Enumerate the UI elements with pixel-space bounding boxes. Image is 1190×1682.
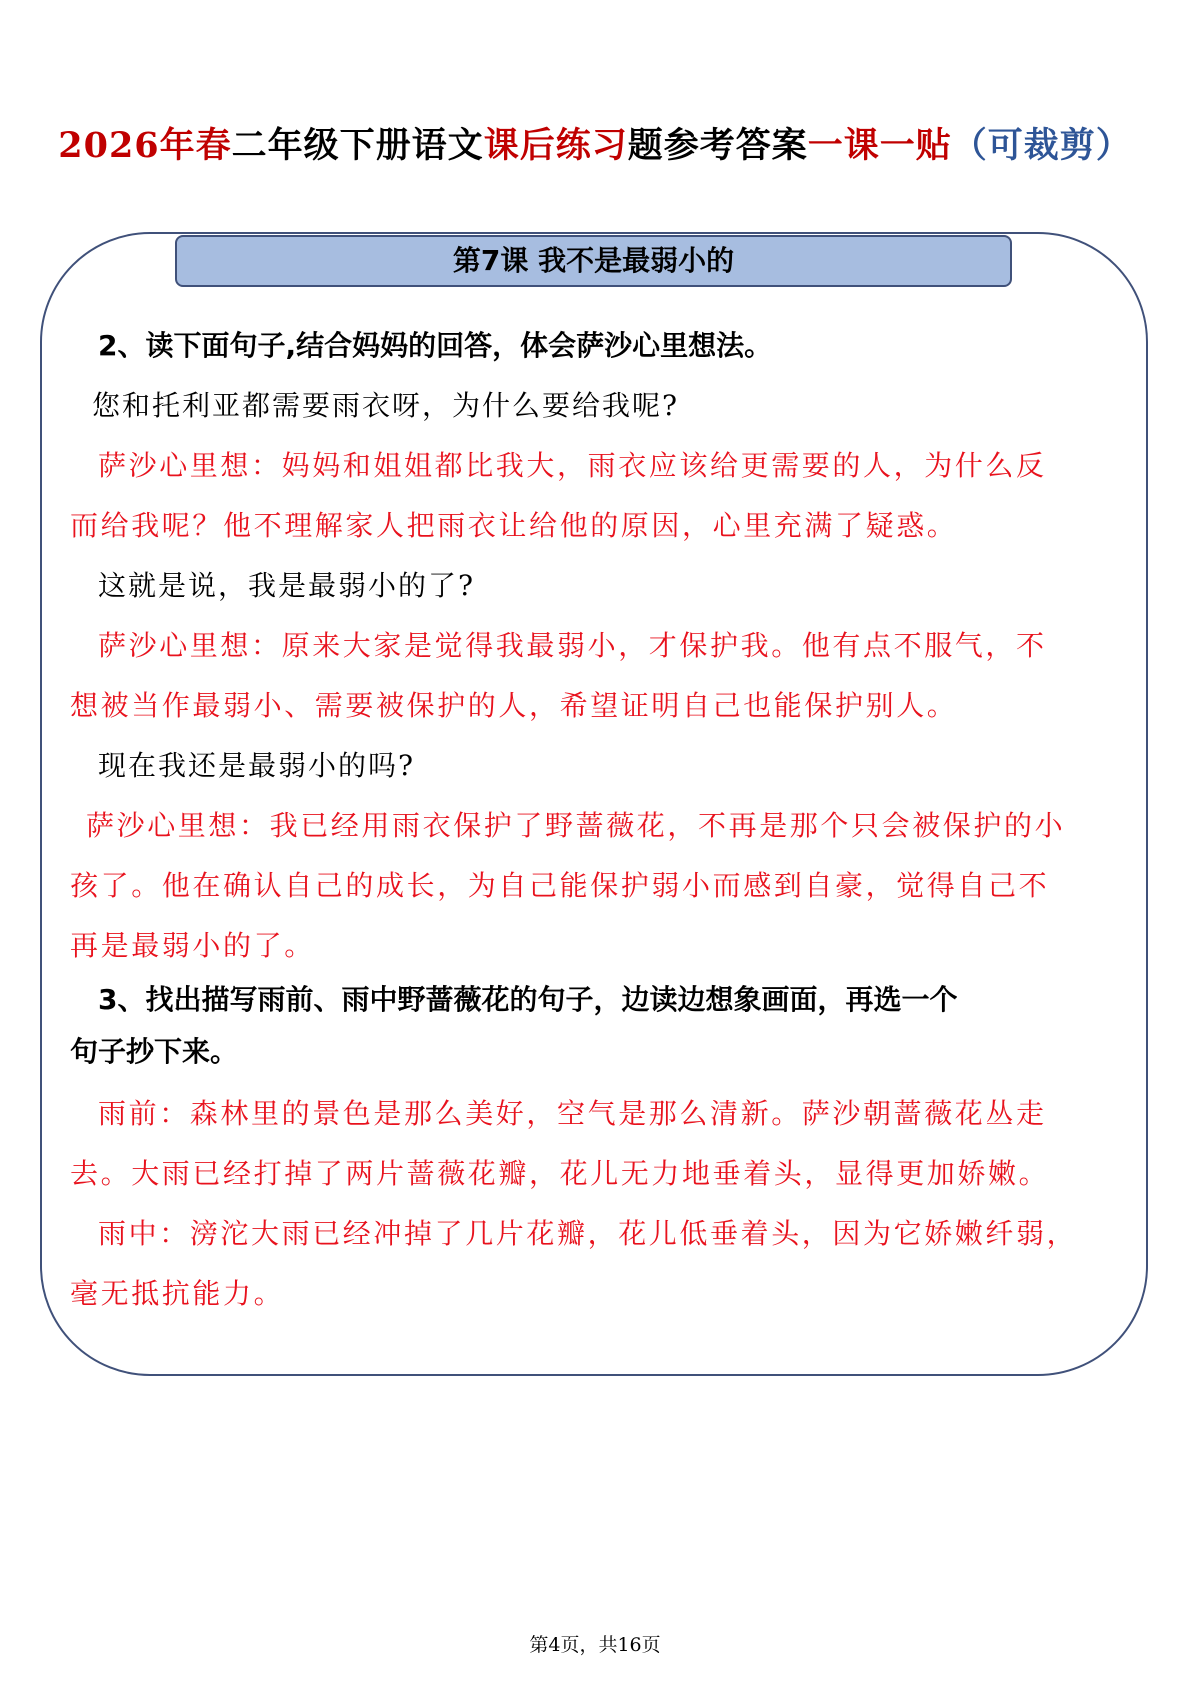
question-2-answer-3-line-2: 孩了。他在确认自己的成长，为自己能保护弱小而感到自豪，觉得自己不 bbox=[70, 869, 1050, 902]
title-part-answers: 题参考答案 bbox=[627, 125, 808, 166]
question-3-answer-in-rain-line-2: 毫无抵抗能力。 bbox=[70, 1277, 285, 1310]
title-part-year: 2026年春 bbox=[58, 125, 232, 166]
title-part-one-lesson: 一课一贴 bbox=[807, 125, 952, 166]
title-part-cuttable: （可裁剪） bbox=[951, 125, 1132, 166]
title-part-grade: 二年级下册语文 bbox=[231, 125, 484, 166]
question-2-answer-2-line-1: 萨沙心里想：原来大家是觉得我最弱小，才保护我。他有点不服气，不 bbox=[98, 629, 1047, 662]
question-3-heading-line-2: 句子抄下来。 bbox=[70, 1035, 239, 1068]
page-number: 第4页，共16页 bbox=[529, 1634, 661, 1656]
title-part-exercise: 课后练习 bbox=[483, 125, 628, 166]
question-2-heading: 2、读下面句子,结合妈妈的回答，体会萨沙心里想法。 bbox=[98, 329, 773, 362]
question-2-answer-2-line-2: 想被当作最弱小、需要被保护的人，希望证明自己也能保护别人。 bbox=[70, 689, 958, 722]
question-2-prompt-3: 现在我还是最弱小的吗? bbox=[98, 749, 416, 782]
question-2-prompt-2: 这就是说，我是最弱小的了? bbox=[98, 569, 476, 602]
question-3-answer-before-rain-line-1: 雨前：森林里的景色是那么美好，空气是那么清新。萨沙朝蔷薇花丛走 bbox=[98, 1097, 1047, 1130]
lesson-title-banner: 第7课 我不是最弱小的 bbox=[175, 235, 1012, 287]
question-3-heading-line-1: 3、找出描写雨前、雨中野蔷薇花的句子，边读边想象画面，再选一个 bbox=[98, 983, 958, 1016]
question-2-answer-1-line-2: 而给我呢？他不理解家人把雨衣让给他的原因，心里充满了疑惑。 bbox=[70, 509, 958, 542]
question-3-answer-in-rain-line-1: 雨中：滂沱大雨已经冲掉了几片花瓣，花儿低垂着头，因为它娇嫩纤弱， bbox=[98, 1217, 1078, 1250]
question-2-answer-1-line-1: 萨沙心里想：妈妈和姐姐都比我大，雨衣应该给更需要的人，为什么反 bbox=[98, 449, 1047, 482]
question-2-answer-3-line-3: 再是最弱小的了。 bbox=[70, 929, 315, 962]
page-title bbox=[0, 118, 1190, 168]
question-3-answer-before-rain-line-2: 去。大雨已经打掉了两片蔷薇花瓣，花儿无力地垂着头，显得更加娇嫩。 bbox=[70, 1157, 1050, 1190]
question-2-prompt-1: 您和托利亚都需要雨衣呀，为什么要给我呢? bbox=[92, 389, 680, 422]
question-2-answer-3-line-1: 萨沙心里想：我已经用雨衣保护了野蔷薇花，不再是那个只会被保护的小 bbox=[86, 809, 1066, 842]
